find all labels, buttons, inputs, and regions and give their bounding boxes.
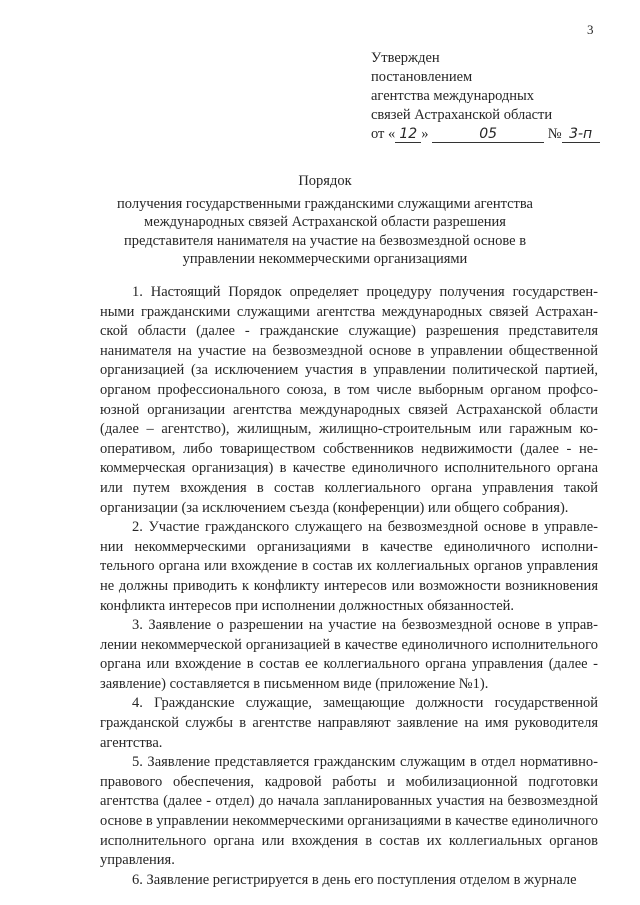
date-mid: » bbox=[421, 126, 429, 142]
title-subtitle: получения государственными гражданскими служащими агентства международных связей Астраханской области разрешения представителя нанимателя на участие на безвозмездной основе в управлении некоммерческими организациями bbox=[117, 195, 533, 267]
approval-date-line bbox=[371, 125, 631, 144]
paragraph: 6. Заявление регистрируется в день его поступления отделом в журнале bbox=[132, 871, 577, 888]
paragraph: 2. Участие гражданского служащего на безвозмездной основе в управлении некоммерческими организациями в качестве единоличного исполнительного органа или вхождение в состав их коллегиальных органов управления не должны приводить к конфликту интересов или возможности возникновения конфликта интересов при исполнении должностных обязанностей. bbox=[100, 519, 598, 614]
date-month: 05 bbox=[432, 126, 544, 143]
paragraph: 3. Заявление о разрешении на участие на безвозмездной основе в управлении некоммерческой организацией в качестве единоличного исполнительного органа или вхождение в состав ее коллегиального органа управления (далее - заявление) составляется в письменном виде (приложение №1). bbox=[100, 617, 598, 692]
approval-line: связей Астраханской области bbox=[371, 107, 553, 123]
paragraph: 5. Заявление представляется гражданским служащим в отдел нормативно-правового обеспечения, кадровой работы и мобилизационной подготовки агентства (далее - отдел) до начала запланированных участия на безвозмездной основе в управлении некоммерческими организациями в качестве единоличного исполнительного органа или вхождения в состав их коллегиальных органов управления. bbox=[100, 754, 598, 869]
document-body bbox=[100, 283, 598, 890]
approval-line: Утвержден bbox=[371, 50, 440, 66]
paragraph: 1. Настоящий Порядок определяет процедуру получения государственными гражданскими служащими агентства международных связей Астраханской области (далее - гражданские служащие) разрешения представителя нанимателя на участие на безвозмездной основе в управлении общественной организацией (за исключением участия в управлении политической партией, органом профессионального союза, в том числе выборным органом профсоюзной организации агентства международных связей Астраханской области (далее – агентство), жилищным, жилищно-строительным или гаражным кооперативом, либо товариществом собственников недвижимости (далее - некоммерческая организация) в качестве единоличного исполнительного органа или путем вхождения в состав коллегиального органа управления такой организации (за исключением съезда (конференции) или общего собрания). bbox=[100, 284, 598, 516]
approval-line: постановлением bbox=[371, 69, 473, 85]
document-number: 3-п bbox=[562, 126, 600, 143]
date-day: 12 bbox=[395, 126, 421, 143]
title-heading: Порядок bbox=[298, 173, 352, 189]
page-number: 3 bbox=[587, 22, 594, 37]
approval-block bbox=[371, 49, 631, 144]
number-prefix: № bbox=[547, 126, 562, 142]
paragraph: 4. Гражданские служащие, замещающие должности государственной гражданской службы в агентстве направляют заявление на имя руководителя агентства. bbox=[100, 695, 598, 751]
date-prefix: от « bbox=[371, 126, 396, 142]
document-title bbox=[110, 172, 540, 269]
approval-line: агентства международных bbox=[371, 88, 535, 104]
